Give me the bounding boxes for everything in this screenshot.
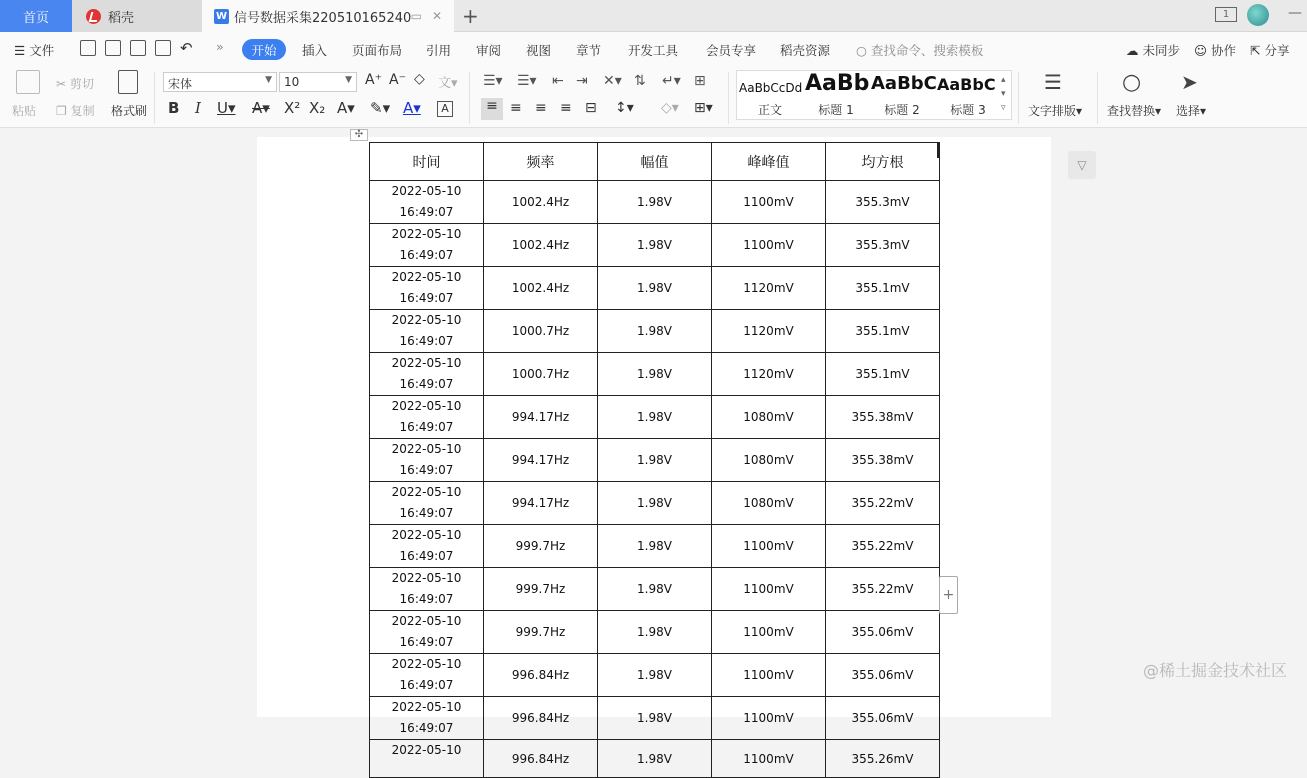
table-row	[370, 224, 940, 267]
tab-daoke[interactable]	[72, 0, 202, 32]
collab-button[interactable]	[1194, 41, 1236, 59]
cell-amplitude[interactable]: 1.98V	[598, 740, 712, 778]
undo-icon[interactable]: ↶	[180, 39, 193, 57]
style-gallery	[736, 70, 1012, 120]
hamburger-icon: ☰	[14, 43, 26, 58]
highlight-icon[interactable]: ✎▾	[370, 99, 391, 117]
export-pdf-icon[interactable]	[105, 40, 121, 56]
cursor-icon: ➤	[1181, 70, 1198, 94]
cell-amplitude[interactable]: 1.98V	[598, 525, 712, 568]
paste-icon[interactable]	[16, 70, 40, 94]
cell-amplitude[interactable]: 1.98V	[598, 611, 712, 654]
cell-frequency[interactable]: 999.7Hz	[484, 525, 598, 568]
cell-time[interactable]: 2022-05-10 16:49:07	[370, 525, 484, 568]
copy-button[interactable]	[56, 102, 95, 119]
cloud-icon: ☁	[1126, 43, 1139, 58]
writer-doc-icon: W	[215, 10, 228, 22]
cell-time[interactable]: 2022-05-10 16:49:07	[370, 396, 484, 439]
cell-time[interactable]: 2022-05-10 16:49:07	[370, 267, 484, 310]
more-icon[interactable]: »	[216, 39, 224, 54]
style-heading-1[interactable]	[803, 71, 869, 119]
font-family-value: 宋体	[168, 77, 193, 91]
table-row	[370, 740, 940, 778]
table-row	[370, 396, 940, 439]
cell-time[interactable]: 2022-05-10 16:49:07	[370, 697, 484, 740]
table-icon[interactable]: ⊞	[694, 73, 706, 89]
command-search[interactable]	[856, 41, 983, 59]
copy-icon: ❐	[56, 104, 67, 118]
table-row	[370, 439, 940, 482]
divider	[728, 72, 729, 124]
cell-rms[interactable]: 355.1mV	[826, 267, 940, 310]
cell-amplitude[interactable]: 1.98V	[598, 396, 712, 439]
font-size-value: 10	[284, 75, 300, 89]
italic-icon[interactable]: I	[195, 99, 201, 117]
paste-button[interactable]: 粘贴	[12, 104, 37, 118]
daoke-logo-icon	[86, 9, 101, 24]
sync-label: 未同步	[1142, 43, 1180, 58]
cell-peak-to-peak[interactable]: 1080mV	[712, 439, 826, 482]
ribbon	[0, 66, 1307, 128]
tab-document-title: 信号数据采集220510165240	[234, 10, 412, 26]
header-time[interactable]: 时间	[370, 143, 484, 181]
cell-time[interactable]: 2022-05-10 16:49:07	[370, 568, 484, 611]
cell-rms[interactable]: 355.38mV	[826, 396, 940, 439]
table-row	[370, 611, 940, 654]
font-family-select[interactable]	[163, 72, 277, 92]
divider	[1097, 72, 1098, 124]
style-name: 标题 2	[884, 103, 920, 117]
superscript-icon[interactable]: X²	[284, 99, 301, 117]
cell-amplitude[interactable]: 1.98V	[598, 482, 712, 525]
cell-peak-to-peak[interactable]: 1100mV	[712, 224, 826, 267]
cell-amplitude[interactable]: 1.98V	[598, 181, 712, 224]
cell-peak-to-peak[interactable]: 1080mV	[712, 482, 826, 525]
divider	[469, 72, 470, 124]
justify-icon[interactable]: ≡	[560, 100, 572, 116]
close-tab-icon[interactable]: ✕	[431, 9, 442, 23]
page-indicator[interactable]: 1	[1215, 7, 1237, 22]
menu-references[interactable]: 引用	[426, 43, 452, 58]
increase-indent-icon[interactable]: ⇥	[576, 73, 588, 89]
cell-rms[interactable]: 355.22mV	[826, 525, 940, 568]
align-left-icon[interactable]: ≡	[481, 98, 503, 120]
cell-time[interactable]: 2022-05-10 16:49:07	[370, 482, 484, 525]
divider	[1018, 72, 1019, 124]
underline-icon[interactable]: U▾	[217, 99, 236, 117]
menu-insert[interactable]: 插入	[302, 43, 328, 58]
style-normal[interactable]	[737, 71, 803, 119]
text-layout-label: 文字排版	[1028, 104, 1077, 118]
table-row	[370, 525, 940, 568]
cell-peak-to-peak[interactable]: 1100mV	[712, 697, 826, 740]
cell-amplitude[interactable]: 1.98V	[598, 353, 712, 396]
decrease-indent-icon[interactable]: ⇤	[552, 73, 564, 89]
menu-daoke-resources[interactable]: 稻壳资源	[780, 43, 831, 58]
table-row	[370, 654, 940, 697]
cell-amplitude[interactable]: 1.98V	[598, 310, 712, 353]
filter-panel-icon[interactable]: ▽	[1068, 151, 1096, 179]
cell-peak-to-peak[interactable]: 1100mV	[712, 568, 826, 611]
menu-review[interactable]: 审阅	[476, 43, 502, 58]
cell-frequency[interactable]: 994.17Hz	[484, 439, 598, 482]
menu-developer[interactable]: 开发工具	[628, 43, 679, 58]
cell-frequency[interactable]: 994.17Hz	[484, 482, 598, 525]
find-icon: ○	[1122, 70, 1142, 95]
style-heading-3[interactable]	[935, 71, 1001, 119]
select-label: 选择	[1176, 104, 1201, 118]
format-painter-icon[interactable]	[118, 70, 138, 94]
cell-amplitude[interactable]: 1.98V	[598, 267, 712, 310]
table-row	[370, 568, 940, 611]
header-frequency[interactable]: 频率	[484, 143, 598, 181]
cell-peak-to-peak[interactable]: 1080mV	[712, 396, 826, 439]
cell-frequency[interactable]: 1000.7Hz	[484, 353, 598, 396]
cell-time[interactable]: 2022-05-10 16:49:07	[370, 654, 484, 697]
cell-amplitude[interactable]: 1.98V	[598, 439, 712, 482]
cell-peak-to-peak[interactable]: 1100mV	[712, 181, 826, 224]
cut-button[interactable]	[56, 75, 94, 92]
style-sample: AaBbC	[937, 75, 996, 94]
print-preview-icon[interactable]	[155, 40, 171, 56]
chinese-layout-icon[interactable]: ✕▾	[603, 73, 622, 89]
char-border-icon[interactable]: A	[437, 101, 453, 117]
table-move-handle-icon[interactable]: ✣	[350, 129, 368, 141]
bold-icon[interactable]: B	[168, 99, 180, 117]
sync-status[interactable]	[1126, 41, 1180, 59]
divider	[154, 72, 155, 124]
data-table	[369, 142, 940, 778]
chevron-down-icon: ▼	[345, 75, 352, 85]
scissors-icon: ✂	[56, 77, 67, 91]
new-tab-button[interactable]: +	[462, 4, 479, 28]
cell-rms[interactable]: 355.3mV	[826, 224, 940, 267]
cell-frequency[interactable]: 996.84Hz	[484, 697, 598, 740]
save-icon[interactable]	[80, 40, 96, 56]
search-icon: ○	[856, 43, 867, 58]
font-color-icon[interactable]: A▾	[403, 99, 421, 117]
user-avatar[interactable]	[1247, 4, 1269, 26]
cell-rms[interactable]: 355.38mV	[826, 439, 940, 482]
text-cursor	[937, 142, 940, 158]
style-name: 标题 1	[818, 103, 854, 117]
style-name: 正文	[757, 103, 782, 117]
clear-format-icon[interactable]: ◇	[414, 71, 425, 87]
phonetic-icon[interactable]: 文▾	[438, 76, 458, 91]
line-spacing-icon[interactable]: ↕▾	[615, 100, 634, 116]
menu-member[interactable]: 会员专享	[706, 43, 757, 58]
menu-section[interactable]: 章节	[576, 43, 602, 58]
menu-bar	[0, 32, 1307, 66]
table-row	[370, 267, 940, 310]
subscript-icon[interactable]: X₂	[309, 99, 326, 117]
share-icon: ⇱	[1250, 43, 1261, 58]
cell-peak-to-peak[interactable]: 1100mV	[712, 525, 826, 568]
menu-file-label: 文件	[29, 43, 55, 58]
menu-view[interactable]: 视图	[526, 43, 552, 58]
cell-rms[interactable]: 355.26mV	[826, 740, 940, 778]
cell-rms[interactable]: 355.06mV	[826, 611, 940, 654]
shrink-font-icon[interactable]: A⁻	[389, 72, 406, 88]
cell-amplitude[interactable]: 1.98V	[598, 224, 712, 267]
borders-icon[interactable]: ⊞▾	[694, 100, 713, 116]
grow-font-icon[interactable]: A⁺	[365, 72, 382, 88]
align-right-icon[interactable]: ≡	[535, 100, 547, 116]
cell-amplitude[interactable]: 1.98V	[598, 568, 712, 611]
tab-bar	[0, 0, 1307, 32]
cell-amplitude[interactable]: 1.98V	[598, 654, 712, 697]
tab-document[interactable]	[202, 0, 454, 32]
cell-rms[interactable]: 355.22mV	[826, 568, 940, 611]
watermark: @稀土掘金技术社区	[1142, 661, 1287, 680]
cell-time[interactable]: 2022-05-10	[370, 740, 484, 778]
tab-daoke-label: 稻壳	[108, 10, 135, 26]
format-painter-button[interactable]: 格式刷	[111, 104, 148, 118]
style-sample: AaBbCcDd	[739, 81, 803, 95]
cell-time[interactable]: 2022-05-10 16:49:07	[370, 439, 484, 482]
cell-rms[interactable]: 355.1mV	[826, 310, 940, 353]
table-row	[370, 353, 940, 396]
command-search-placeholder: 查找命令、搜索模板	[870, 43, 984, 58]
cell-peak-to-peak[interactable]: 1100mV	[712, 654, 826, 697]
cell-peak-to-peak[interactable]: 1120mV	[712, 267, 826, 310]
share-button[interactable]	[1250, 41, 1289, 59]
menu-file[interactable]	[14, 41, 54, 59]
cell-frequency[interactable]: 996.84Hz	[484, 740, 598, 778]
cell-rms[interactable]: 355.22mV	[826, 482, 940, 525]
find-replace-label: 查找替换	[1107, 104, 1156, 118]
cell-frequency[interactable]: 999.7Hz	[484, 568, 598, 611]
shading-icon[interactable]: ◇▾	[661, 100, 679, 116]
add-column-button[interactable]: +	[939, 576, 958, 614]
cell-time[interactable]: 2022-05-10 16:49:07	[370, 310, 484, 353]
print-icon[interactable]	[130, 40, 146, 56]
distribute-icon[interactable]: ⊟	[585, 100, 597, 116]
chevron-down-icon: ▼	[265, 75, 272, 85]
cell-frequency[interactable]: 1000.7Hz	[484, 310, 598, 353]
header-rms[interactable]: 均方根	[826, 143, 940, 181]
menu-page-layout[interactable]: 页面布局	[352, 43, 403, 58]
bullet-list-icon[interactable]: ☰▾	[483, 73, 503, 89]
style-heading-2[interactable]	[869, 71, 935, 119]
table-row	[370, 181, 940, 224]
cell-rms[interactable]: 355.06mV	[826, 697, 940, 740]
cell-time[interactable]: 2022-05-10 16:49:07	[370, 224, 484, 267]
table-row	[370, 697, 940, 740]
cell-rms[interactable]: 355.1mV	[826, 353, 940, 396]
align-center-icon[interactable]: ≡	[510, 100, 522, 116]
cell-frequency[interactable]: 1002.4Hz	[484, 224, 598, 267]
cell-peak-to-peak[interactable]: 1120mV	[712, 353, 826, 396]
cell-time[interactable]: 2022-05-10 16:49:07	[370, 611, 484, 654]
text-layout-button[interactable]: 文字排版▾	[1028, 104, 1083, 118]
header-peak-to-peak[interactable]: 峰峰值	[712, 143, 826, 181]
text-layout-icon: ☰	[1044, 70, 1062, 94]
cell-peak-to-peak[interactable]: 1100mV	[712, 611, 826, 654]
tab-home[interactable]: 首页	[0, 0, 72, 32]
style-sample: AaBb	[805, 71, 870, 96]
cell-frequency[interactable]: 1002.4Hz	[484, 181, 598, 224]
header-amplitude[interactable]: 幅值	[598, 143, 712, 181]
cell-frequency[interactable]: 996.84Hz	[484, 654, 598, 697]
monitor-icon[interactable]: ▭	[410, 9, 422, 23]
cell-frequency[interactable]: 1002.4Hz	[484, 267, 598, 310]
font-size-select[interactable]	[279, 72, 357, 92]
style-scroll-icon[interactable]: ▴ ▾ ▿	[1001, 75, 1006, 113]
cell-frequency[interactable]: 994.17Hz	[484, 396, 598, 439]
sort-icon[interactable]: ⇅	[634, 73, 646, 89]
copy-label: 复制	[70, 104, 95, 118]
show-marks-icon[interactable]: ↵▾	[662, 73, 681, 89]
cell-peak-to-peak[interactable]: 1100mV	[712, 740, 826, 778]
cell-frequency[interactable]: 999.7Hz	[484, 611, 598, 654]
document-area	[0, 129, 1307, 766]
cell-rms[interactable]: 355.06mV	[826, 654, 940, 697]
find-replace-button[interactable]: 查找替换▾	[1107, 104, 1162, 118]
table-row	[370, 310, 940, 353]
strikethrough-icon[interactable]: A▾	[252, 99, 270, 117]
text-effect-icon[interactable]: A▾	[337, 99, 355, 117]
table-row	[370, 482, 940, 525]
collab-label: 协作	[1211, 43, 1237, 58]
cut-label: 剪切	[69, 77, 94, 91]
cell-peak-to-peak[interactable]: 1120mV	[712, 310, 826, 353]
select-button[interactable]: 选择▾	[1176, 104, 1207, 118]
cell-rms[interactable]: 355.3mV	[826, 181, 940, 224]
style-sample: AaBbC	[871, 73, 937, 94]
table-header-row	[370, 143, 940, 181]
minimize-icon[interactable]: —	[1288, 5, 1302, 21]
numbered-list-icon[interactable]: ☰▾	[517, 73, 537, 89]
cell-time[interactable]: 2022-05-10 16:49:07	[370, 353, 484, 396]
menu-home[interactable]: 开始	[242, 39, 286, 60]
share-label: 分享	[1264, 43, 1290, 58]
cell-time[interactable]: 2022-05-10 16:49:07	[370, 181, 484, 224]
person-icon: ☺	[1194, 43, 1208, 58]
cell-amplitude[interactable]: 1.98V	[598, 697, 712, 740]
style-name: 标题 3	[950, 103, 986, 117]
